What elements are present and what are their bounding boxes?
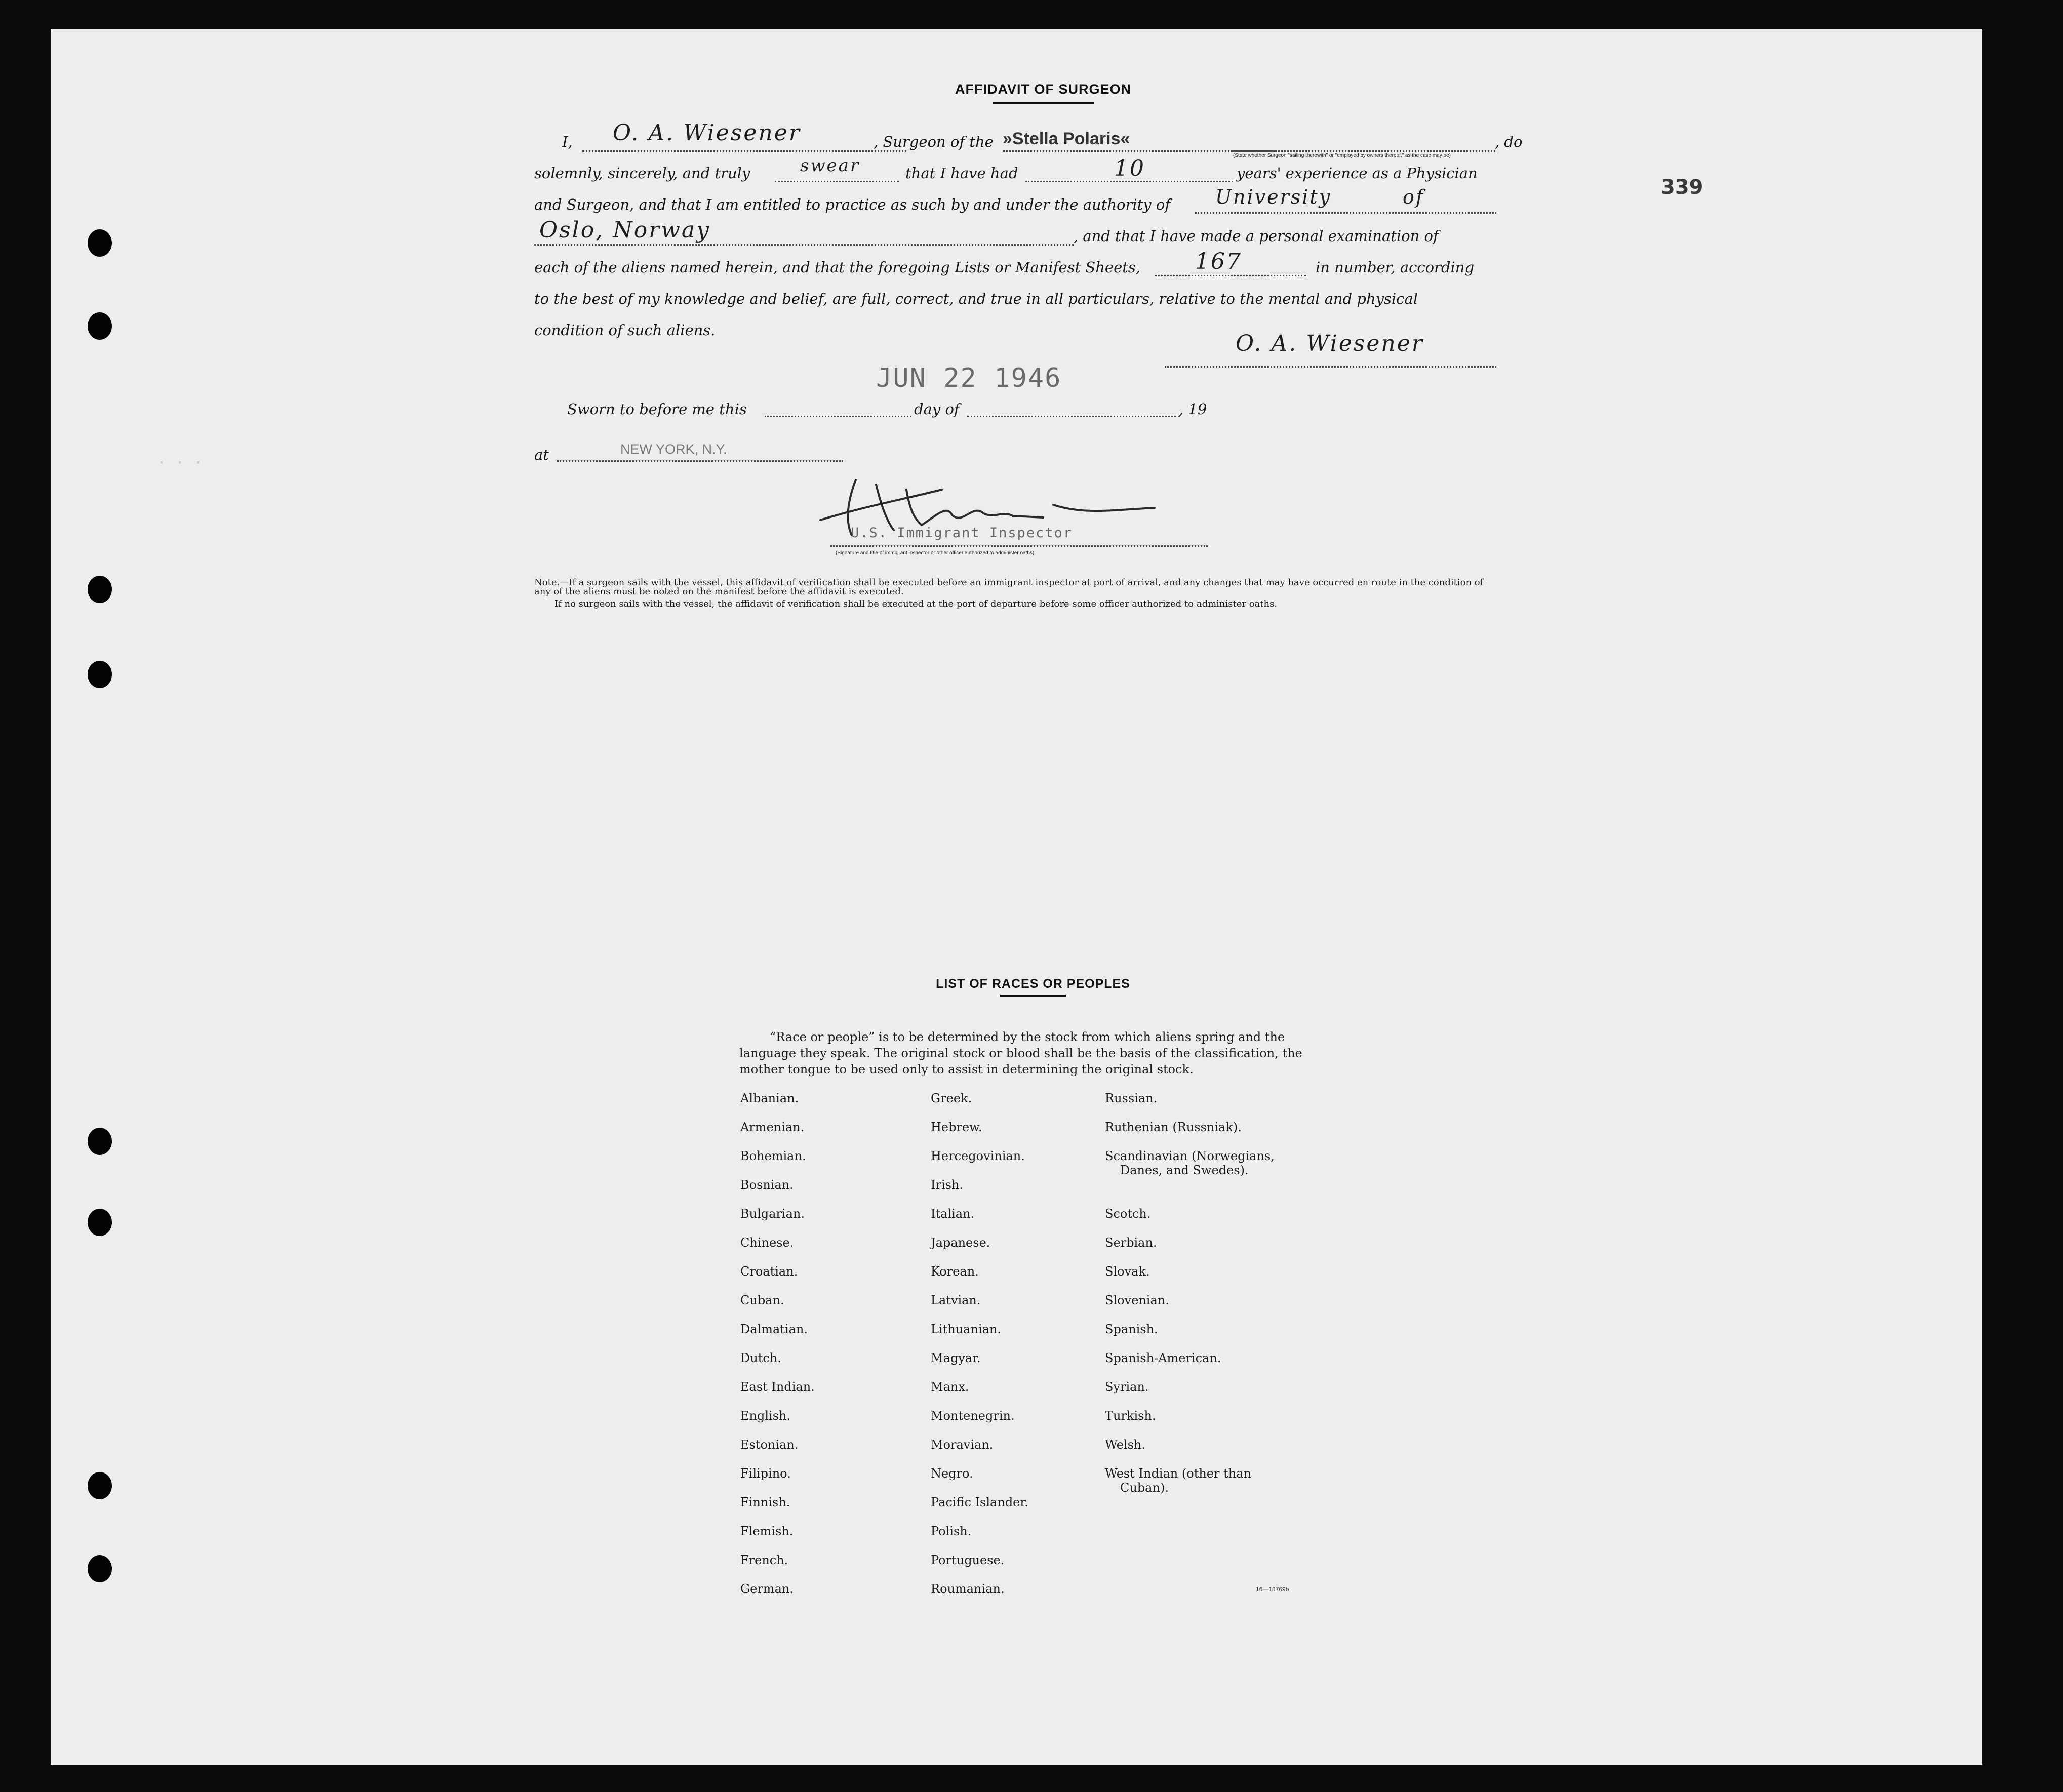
inspector-caption: (Signature and title of immigrant inspector or other officer authorized to administer oaths) bbox=[836, 550, 1035, 556]
race-item: Portuguese. bbox=[931, 1553, 1005, 1567]
race-item: Syrian. bbox=[1105, 1380, 1149, 1394]
title-underline bbox=[993, 102, 1094, 104]
day-of-label: day of bbox=[914, 401, 960, 418]
year-label: , 19 bbox=[1179, 401, 1207, 418]
punch-hole bbox=[88, 661, 112, 688]
affidavit-title: AFFIDAVIT OF SURGEON bbox=[955, 82, 1131, 97]
blank-line bbox=[765, 416, 911, 417]
affidavit-text-l7a: condition of such aliens. bbox=[534, 322, 716, 339]
race-item: Scandinavian (Norwegians, bbox=[1105, 1149, 1275, 1163]
blank-line bbox=[775, 181, 899, 182]
race-item: Italian. bbox=[931, 1207, 975, 1221]
race-item: German. bbox=[740, 1582, 794, 1596]
race-item: Serbian. bbox=[1105, 1236, 1157, 1250]
affidavit-text-l6a: to the best of my knowledge and belief, are full, correct, and true in all particulars, relative to the mental and physical bbox=[534, 290, 1418, 307]
years-handwritten: 10 bbox=[1114, 155, 1145, 181]
race-item: Polish. bbox=[931, 1524, 972, 1538]
blank-line bbox=[582, 150, 906, 152]
race-item: Armenian. bbox=[740, 1120, 805, 1134]
sheets-handwritten: 167 bbox=[1195, 249, 1242, 274]
race-item: Slovak. bbox=[1105, 1264, 1150, 1279]
race-item: West Indian (other than bbox=[1105, 1466, 1251, 1481]
blank-line bbox=[534, 244, 1074, 246]
punch-hole bbox=[88, 229, 112, 257]
authority-handwritten-2: of bbox=[1403, 186, 1424, 208]
oath-handwritten: swear bbox=[800, 155, 860, 176]
punch-hole bbox=[88, 1128, 112, 1155]
affidavit-text-l1c: , do bbox=[1495, 133, 1523, 150]
punch-hole bbox=[88, 1472, 112, 1499]
affidavit-note-2: If no surgeon sails with the vessel, the affidavit of verification shall be executed at the port of departure before some officer authorized to administer oaths. bbox=[554, 599, 1278, 609]
race-item: Danes, and Swedes). bbox=[1120, 1163, 1249, 1177]
authority-handwritten-1: University bbox=[1215, 186, 1332, 208]
blank-line bbox=[967, 416, 1180, 417]
race-item: Latvian. bbox=[931, 1293, 981, 1307]
race-item: Albanian. bbox=[740, 1091, 799, 1105]
race-item: Cuban. bbox=[740, 1293, 784, 1307]
race-item: Russian. bbox=[1105, 1091, 1158, 1105]
race-item: Hercegovinian. bbox=[931, 1149, 1025, 1163]
affidavit-text-l5b: in number, according bbox=[1316, 259, 1475, 276]
affidavit-text-l1b: , Surgeon of the bbox=[874, 133, 994, 150]
at-label: at bbox=[534, 446, 549, 463]
race-item: Estonian. bbox=[740, 1438, 799, 1452]
punch-hole bbox=[88, 1209, 112, 1236]
race-item: Turkish. bbox=[1105, 1409, 1156, 1423]
race-item: French. bbox=[740, 1553, 788, 1567]
race-item: Greek. bbox=[931, 1091, 972, 1105]
affidavit-text-l1a: I, bbox=[562, 133, 573, 150]
sworn-label: Sworn to before me this bbox=[567, 401, 747, 418]
race-item: Japanese. bbox=[931, 1236, 990, 1250]
inspector-title-stamp: U.S. Immigrant Inspector bbox=[851, 525, 1073, 541]
affidavit-text-l5a: each of the aliens named herein, and that the foregoing Lists or Manifest Sheets, bbox=[534, 259, 1141, 276]
race-item: Roumanian. bbox=[931, 1582, 1005, 1596]
race-item: Manx. bbox=[931, 1380, 969, 1394]
blank-line bbox=[1155, 275, 1306, 276]
affidavit-text-l2c: years' experience as a Physician bbox=[1237, 165, 1478, 182]
affidavit-note-1: Note.—If a surgeon sails with the vessel, this affidavit of verification shall be executed before an immigrant inspector at port of arrival, and any changes that may have occurred en route in the condition of any of the aliens must be noted on the manifest before the affidavit is executed. bbox=[534, 577, 1484, 597]
blank-line bbox=[1233, 150, 1495, 152]
date-stamp: JUN 22 1946 bbox=[876, 363, 1062, 393]
signature-line bbox=[1165, 366, 1496, 368]
race-item: Welsh. bbox=[1105, 1438, 1145, 1452]
race-item: Dutch. bbox=[740, 1351, 781, 1365]
race-item: Slovenian. bbox=[1105, 1293, 1169, 1307]
affidavit-text-l4a: , and that I have made a personal examination of bbox=[1074, 227, 1439, 245]
affidavit-text-l2a: solemnly, sincerely, and truly bbox=[534, 165, 750, 182]
race-item: Spanish-American. bbox=[1105, 1351, 1221, 1365]
punch-hole bbox=[88, 312, 112, 340]
race-item: Finnish. bbox=[740, 1495, 790, 1509]
race-item: Spanish. bbox=[1105, 1322, 1158, 1336]
races-title: LIST OF RACES OR PEOPLES bbox=[936, 977, 1130, 991]
race-item: Flemish. bbox=[740, 1524, 794, 1538]
affidavit-text-l3a: and Surgeon, and that I am entitled to practice as such by and under the authority of bbox=[534, 196, 1171, 213]
race-item: English. bbox=[740, 1409, 791, 1423]
surgeon-name-handwritten: O. A. Wiesener bbox=[613, 120, 801, 146]
race-item: Negro. bbox=[931, 1466, 973, 1481]
affidavit-text-l2b: that I have had bbox=[905, 165, 1018, 182]
surgeon-status-note: (State whether Surgeon "sailing therewith" or "employed by owners thereof," as the case may be) bbox=[1233, 153, 1451, 158]
race-item: Lithuanian. bbox=[931, 1322, 1002, 1336]
race-item: Bohemian. bbox=[740, 1149, 806, 1163]
punch-hole bbox=[88, 1555, 112, 1582]
race-item: Montenegrin. bbox=[931, 1409, 1015, 1423]
document-page bbox=[51, 29, 1982, 1765]
race-item: Hebrew. bbox=[931, 1120, 982, 1134]
race-item: Dalmatian. bbox=[740, 1322, 808, 1336]
place-stamp: NEW YORK, N.Y. bbox=[620, 442, 727, 457]
race-item: Croatian. bbox=[740, 1264, 798, 1279]
races-title-underline bbox=[1000, 995, 1066, 997]
authority-handwritten-3: Oslo, Norway bbox=[539, 217, 710, 243]
blank-line bbox=[1195, 212, 1496, 214]
race-item: Scotch. bbox=[1105, 1207, 1151, 1221]
signature-line bbox=[830, 545, 1208, 547]
race-item: Moravian. bbox=[931, 1438, 994, 1452]
race-item: East Indian. bbox=[740, 1380, 815, 1394]
page-number: 339 bbox=[1661, 176, 1703, 199]
race-item: Chinese. bbox=[740, 1236, 794, 1250]
race-item: Magyar. bbox=[931, 1351, 981, 1365]
race-item: Pacific Islander. bbox=[931, 1495, 1028, 1509]
surgeon-signature: O. A. Wiesener bbox=[1236, 331, 1424, 356]
race-item: Ruthenian (Russniak). bbox=[1105, 1120, 1242, 1134]
races-intro: “Race or people” is to be determined by the stock from which aliens spring and the language they speak. The original stock or blood shall be the basis of the classification, the mother tongue to be used only to assist in determining the original stock. bbox=[739, 1030, 1302, 1077]
race-item: Irish. bbox=[931, 1178, 964, 1192]
punch-hole bbox=[88, 576, 112, 603]
race-item: Korean. bbox=[931, 1264, 979, 1279]
form-number: 16—18769b bbox=[1256, 1586, 1289, 1593]
race-item: Filipino. bbox=[740, 1466, 791, 1481]
race-item: Bosnian. bbox=[740, 1178, 794, 1192]
race-item: Cuban). bbox=[1120, 1481, 1169, 1495]
race-item: Bulgarian. bbox=[740, 1207, 805, 1221]
bleed-through-text: · · · bbox=[157, 454, 203, 472]
ship-name-stamp: »Stella Polaris« bbox=[1003, 129, 1130, 148]
